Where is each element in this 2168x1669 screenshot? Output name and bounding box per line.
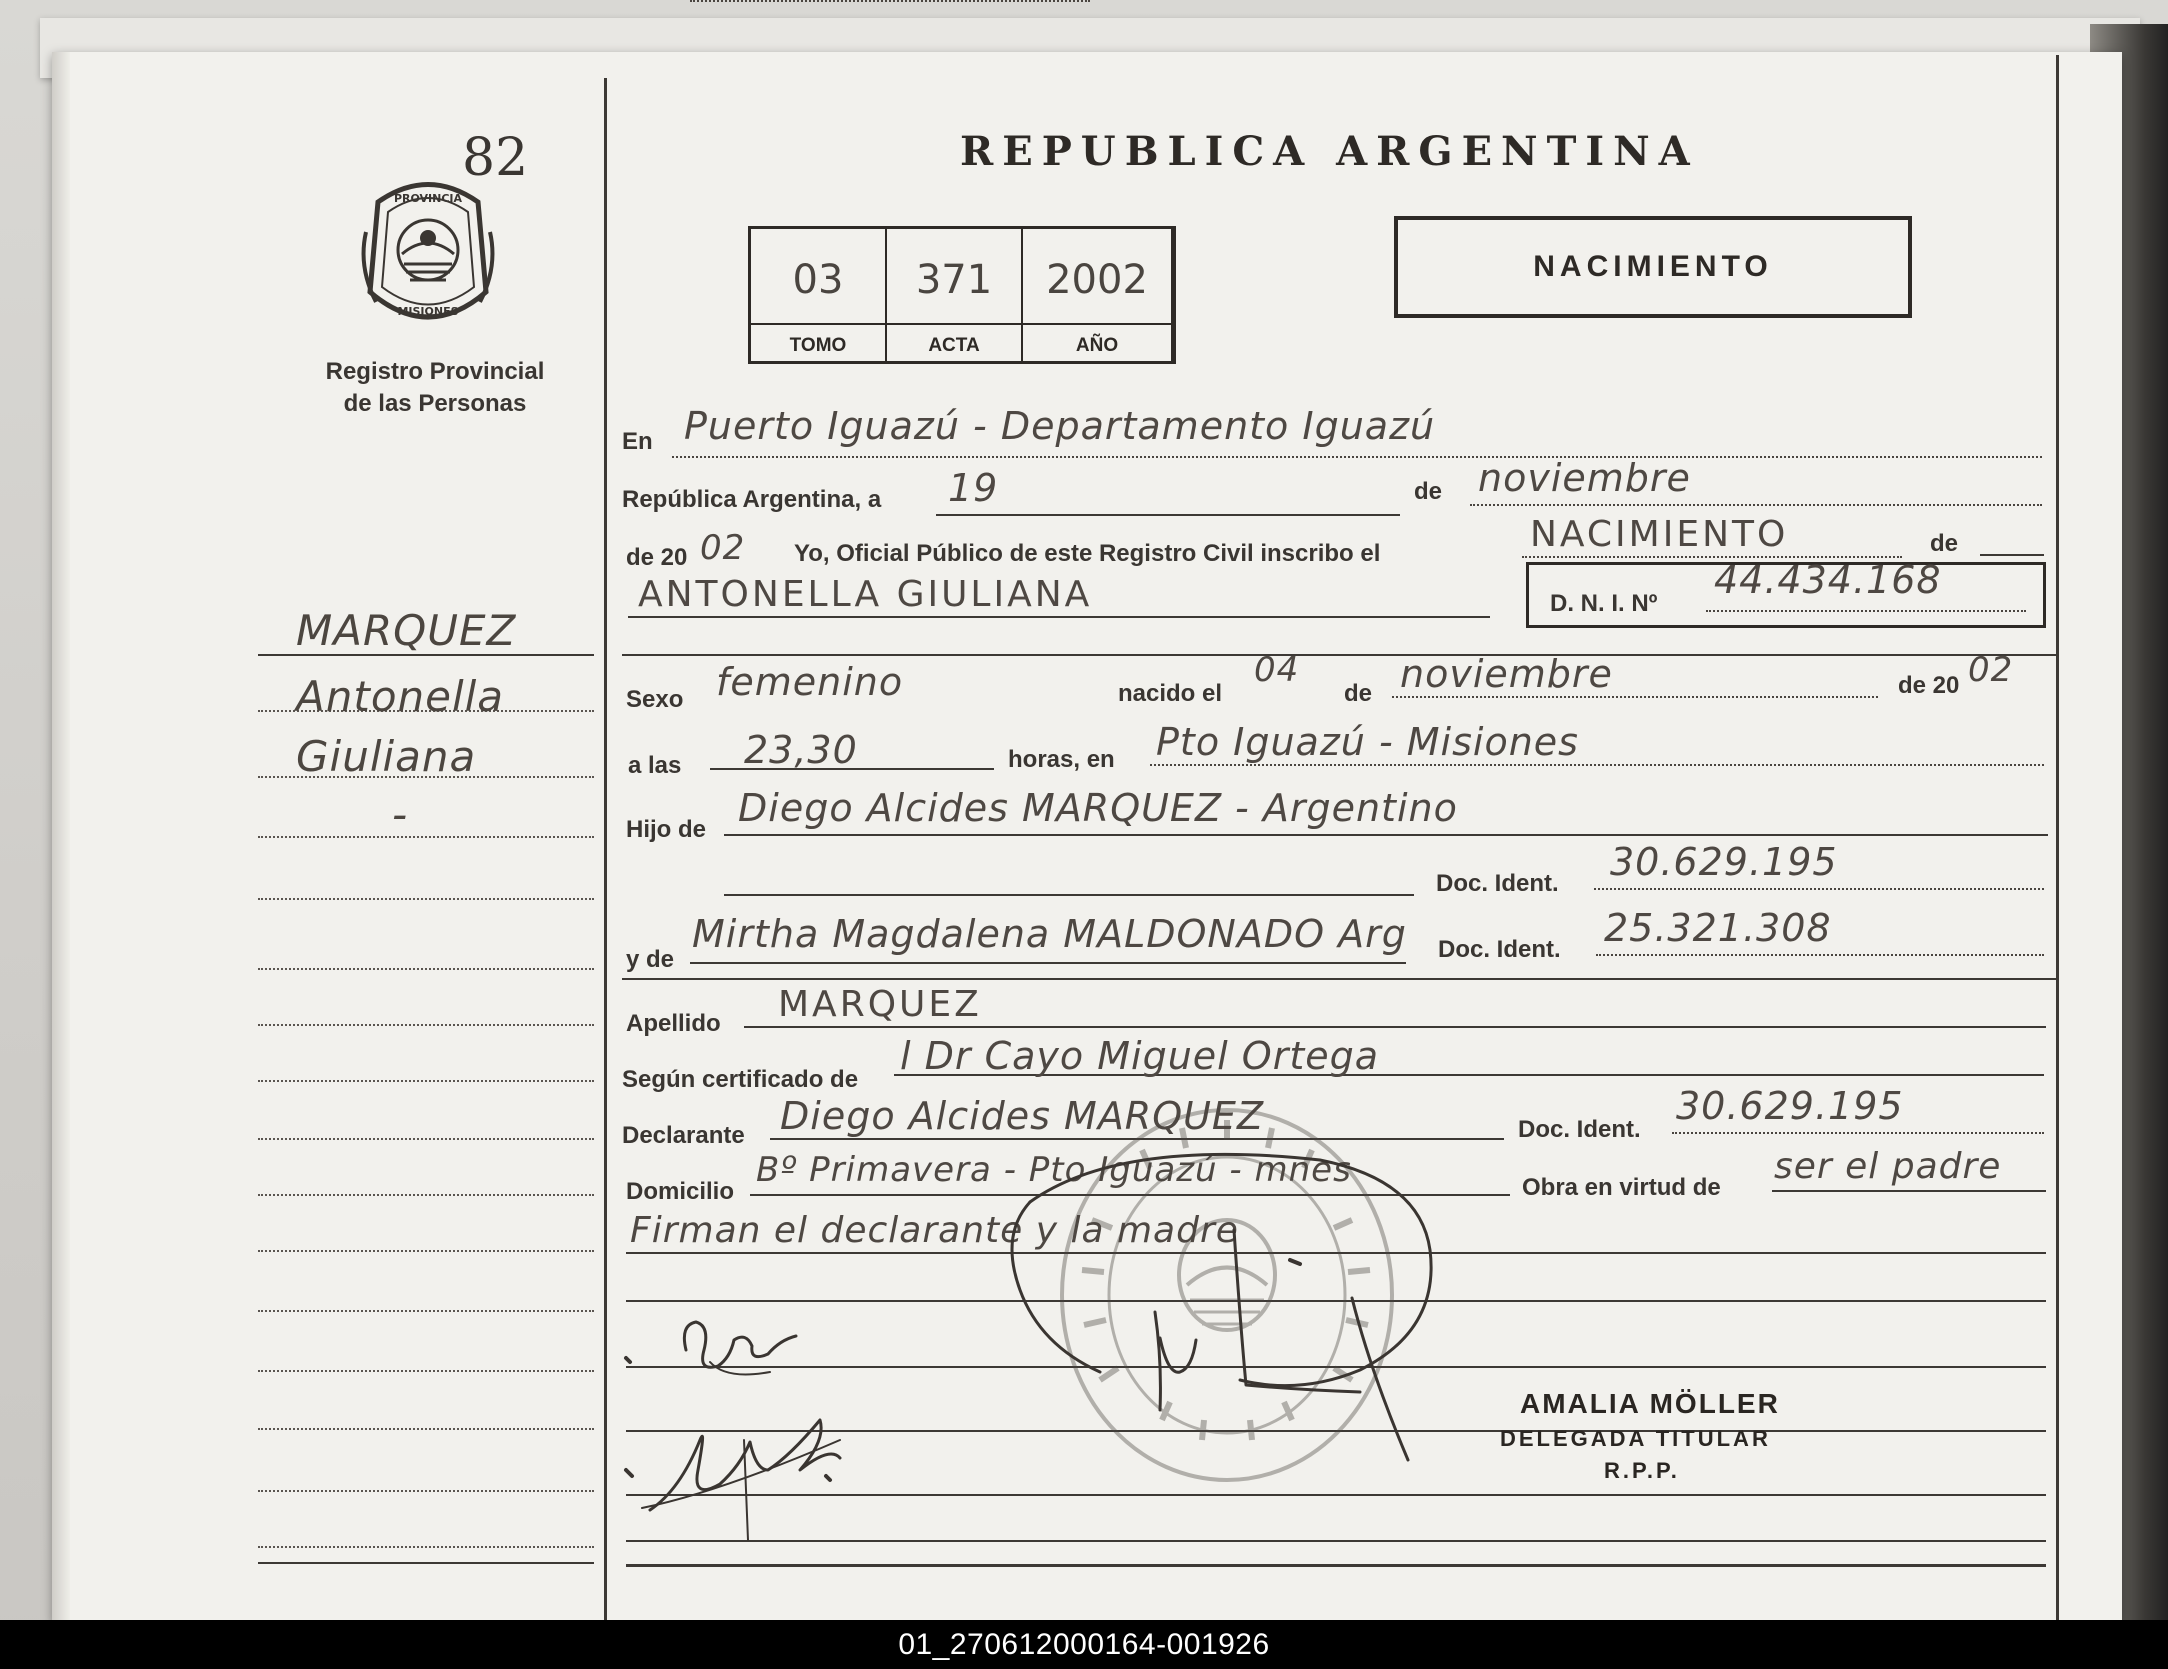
father-doc-line [1594, 888, 2044, 890]
mother-line [690, 962, 1406, 964]
margin-rule [258, 1310, 594, 1312]
official-title-stamp: DELEGADA TITULAR [1500, 1426, 1771, 1451]
seal-lettering-bottom: MISIONES [397, 305, 459, 318]
ano-value: 2002 [1046, 257, 1148, 303]
margin-rule [258, 1080, 594, 1082]
sexo-value: femenino [716, 660, 904, 704]
sexo-line [690, 0, 1090, 2]
margin-rule [258, 1194, 594, 1196]
firman-text: Firman el declarante y la madre [630, 1210, 1239, 1251]
record-type-box: NACIMIENTO [1394, 216, 1912, 318]
month-value: noviembre [1478, 456, 1691, 500]
horas-label: horas, en [1008, 746, 1115, 773]
declarante-doc-line [1672, 1132, 2044, 1134]
margin-surname: MARQUEZ [296, 606, 517, 655]
page-number: 82 [462, 128, 529, 188]
domicilio-value: Bº Primavera - Pto Iguazú - mnes [756, 1150, 1352, 1190]
day-line [936, 514, 1400, 516]
mother-doc-line [1596, 954, 2044, 956]
birth-place-line [1150, 764, 2044, 766]
father-doc-value: 30.629.195 [1610, 840, 1838, 884]
margin-rule [258, 1138, 594, 1140]
page-spine-shadow [52, 52, 70, 1622]
official-office-stamp: R.P.P. [1604, 1458, 1680, 1483]
tomo-cell [751, 229, 887, 361]
registry-name-line1: Registro Provincial [325, 358, 545, 385]
republica-label: República Argentina, a [622, 486, 882, 513]
birth-place-value: Pto Iguazú - Misiones [1156, 720, 1579, 764]
margin-rule [258, 1490, 594, 1492]
child-name-value: ANTONELLA GIULIANA [638, 574, 1093, 615]
declarante-label: Declarante [622, 1122, 745, 1149]
acta-cell [887, 229, 1023, 361]
provincial-seal-icon [358, 172, 498, 332]
margin-rule [258, 968, 594, 970]
margin-rule [258, 836, 594, 838]
a-las-label: a las [628, 752, 682, 779]
section-divider [622, 654, 2056, 656]
day-value: 19 [948, 466, 999, 510]
record-id-box [748, 226, 1176, 364]
de-label-2: de [1930, 530, 1959, 557]
declarante-value: Diego Alcides MARQUEZ [780, 1094, 1264, 1138]
declarante-doc-value: 30.629.195 [1676, 1084, 1904, 1128]
year-prefix-label: de 20 [626, 544, 688, 571]
dni-value: 44.434.168 [1714, 558, 1942, 602]
birth-day-value: 04 [1254, 650, 1300, 690]
month-line [1470, 504, 2042, 506]
margin-rule [258, 898, 594, 900]
y-de-label: y de [626, 946, 675, 973]
father-extra-line [724, 894, 1414, 896]
tomo-label: TOMO [789, 335, 847, 356]
country-heading: REPUBLICA ARGENTINA [960, 128, 1699, 175]
certificado-label: Según certificado de [622, 1066, 859, 1093]
acta-label: ACTA [928, 335, 980, 356]
doc-ident-label-2: Doc. Ident. [1438, 936, 1561, 963]
image-id-caption: 01_270612000164-001926 [898, 1628, 1270, 1661]
margin-rule [258, 1024, 594, 1026]
inscribe-label: Yo, Oficial Público de este Registro Civil inscribo el [794, 540, 1381, 567]
margin-rule [258, 1250, 594, 1252]
mother-value: Mirtha Magdalena MALDONADO Arg [692, 912, 1407, 956]
ano-label: AÑO [1075, 335, 1119, 356]
bottom-rule [626, 1564, 2046, 1567]
doc-ident-label-3: Doc. Ident. [1518, 1116, 1641, 1143]
place-value: Puerto Iguazú - Departamento Iguazú [684, 404, 1436, 448]
apellido-value: MARQUEZ [778, 984, 982, 1025]
birth-time-value: 23,30 [744, 728, 858, 772]
margin-rule [258, 1562, 594, 1564]
apellido-line [744, 1026, 2046, 1028]
page-border-right [2056, 55, 2059, 1620]
birth-year-suffix-value: 02 [1968, 650, 2014, 690]
sexo-label: Sexo [626, 686, 684, 713]
section-divider [622, 978, 2056, 980]
seal-lettering-top: PROVINCIA [393, 192, 463, 205]
dni-label: D. N. I. Nº [1550, 590, 1658, 617]
place-line [672, 456, 2042, 458]
father-line [724, 834, 2048, 836]
father-value: Diego Alcides MARQUEZ - Argentino [738, 786, 1458, 830]
signatures [600, 1140, 2050, 1560]
registry-name [290, 356, 580, 420]
mother-doc-value: 25.321.308 [1604, 906, 1832, 950]
registry-name-line2: de las Personas [343, 390, 527, 417]
margin-rule [258, 1370, 594, 1372]
child-name-line [628, 616, 1490, 618]
de-label: de [1414, 478, 1443, 505]
ano-cell [1023, 229, 1173, 361]
obra-value: ser el padre [1774, 1146, 2002, 1187]
doc-ident-label: Doc. Ident. [1436, 870, 1559, 897]
year-suffix-value: 02 [700, 528, 746, 568]
en-label: En [622, 428, 653, 455]
tomo-value: 03 [792, 257, 844, 303]
official-name-stamp: AMALIA MÖLLER [1520, 1388, 1780, 1419]
apellido-label: Apellido [626, 1010, 721, 1037]
birth-month-line [1392, 696, 1878, 698]
margin-dash: - [392, 790, 409, 839]
dni-line [1706, 610, 2026, 612]
acta-value: 371 [915, 257, 993, 303]
nacido-label: nacido el [1118, 680, 1223, 707]
margin-rule [258, 1428, 594, 1430]
birth-year-prefix-label: de 20 [1898, 672, 1960, 699]
certificado-value: l Dr Cayo Miguel Ortega [900, 1034, 1380, 1078]
domicilio-label: Domicilio [626, 1178, 735, 1205]
obra-label: Obra en virtud de [1522, 1174, 1721, 1201]
margin-middle-name: Giuliana [296, 732, 477, 781]
hijo-label: Hijo de [626, 816, 707, 843]
de-label-3: de [1344, 680, 1373, 707]
record-id-divider [751, 323, 1173, 325]
margin-first-name: Antonella [296, 672, 505, 721]
de-line [1980, 554, 2044, 556]
birth-month-value: noviembre [1400, 652, 1613, 696]
margin-rule [258, 1546, 594, 1548]
inscribed-type-value: NACIMIENTO [1530, 514, 1789, 555]
